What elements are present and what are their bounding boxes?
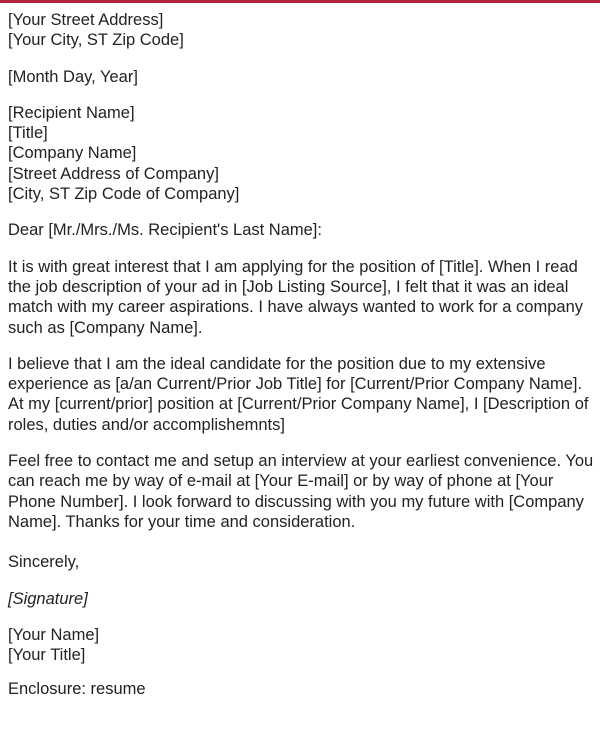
signoff-title: [Your Title] xyxy=(8,646,86,665)
recipient-address xyxy=(8,103,598,204)
sender-address xyxy=(8,10,598,51)
enclosure-text: Enclosure: resume xyxy=(8,680,146,699)
body-paragraph-2: I believe that I am the ideal candidate for the position due to my extensive experience as [a/an Current/Prior Job Title] for [Current/Prior Company Name]. At my [current/prior] position at [Current/Prior Company Name], I [Description of roles, duties and/or accomplishemnts] xyxy=(8,354,589,434)
salutation xyxy=(8,220,598,240)
recipient-company: [Company Name] xyxy=(8,144,137,163)
body-paragraph-1: It is with great interest that I am applying for the position of [Title]. When I read the job description of your ad in [Job Listing Source], I felt that it was an ideal match with my career aspirations. I have always wanted to work for a company such as [Company Name]. xyxy=(8,257,583,337)
signature xyxy=(8,589,598,609)
recipient-title: [Title] xyxy=(8,124,48,143)
top-accent-bar xyxy=(0,0,600,3)
signoff xyxy=(8,625,598,666)
recipient-street: [Street Address of Company] xyxy=(8,164,219,183)
recipient-city: [City, ST Zip Code of Company] xyxy=(8,185,240,204)
signature-text: [Signature] xyxy=(8,589,88,608)
date-text: [Month Day, Year] xyxy=(8,67,138,86)
recipient-name: [Recipient Name] xyxy=(8,103,135,122)
signoff-name: [Your Name] xyxy=(8,625,100,644)
letter-date xyxy=(8,67,598,87)
enclosure xyxy=(8,679,598,699)
sender-street: [Your Street Address] xyxy=(8,11,164,29)
closing xyxy=(8,552,598,572)
letter-document xyxy=(8,10,598,716)
sender-city: [Your City, ST Zip Code] xyxy=(8,31,184,50)
closing-text: Sincerely, xyxy=(8,553,80,572)
body-paragraph-3: Feel free to contact me and setup an interview at your earliest convenience. You can reach me by way of e-mail at [Your E-mail] or by way of phone at [Your Phone Number]. I look forward to discussing with you my future with [Company Name]. Thanks for your time and consideration. xyxy=(8,452,594,531)
salutation-text: Dear [Mr./Mrs./Ms. Recipient's Last Name]: xyxy=(8,221,322,240)
